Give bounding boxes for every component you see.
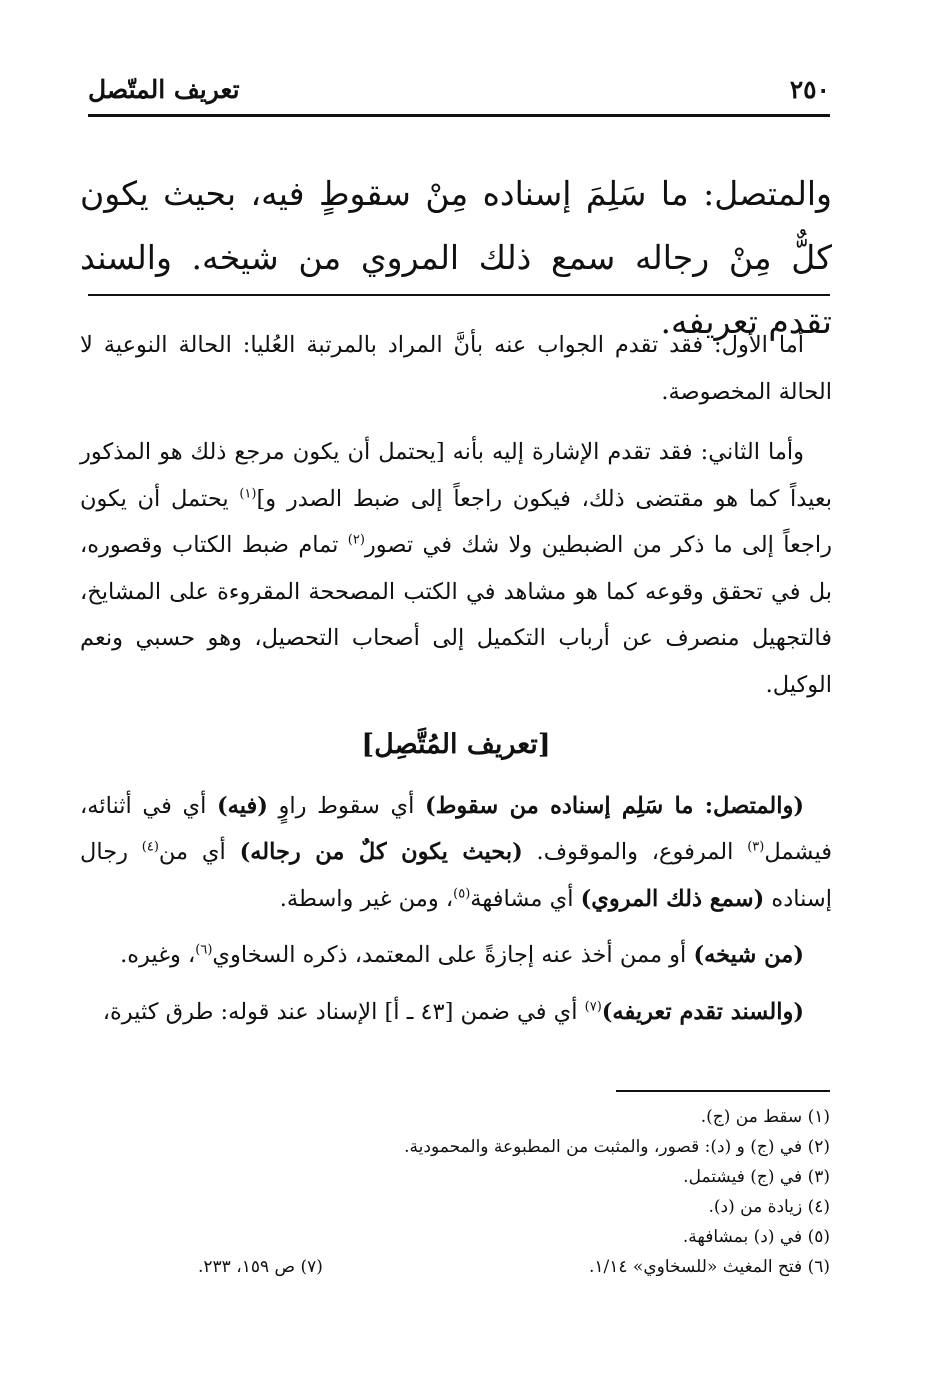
- paragraph-2: [80, 429, 832, 708]
- matn-quote: (سمع ذلك المروي): [580, 885, 765, 912]
- footnote-ref-4: (٤): [141, 839, 159, 855]
- footnote-ref-7: (٧): [584, 999, 602, 1014]
- paragraph-3-text: أي سقوط راوٍ: [267, 792, 425, 819]
- footnote-ref-5: (٥): [453, 886, 471, 901]
- matn-quote: (فيه): [217, 792, 268, 819]
- running-title: تعريف المتّصل: [88, 74, 240, 104]
- footnotes: [88, 1102, 830, 1282]
- matn-rule: [88, 294, 830, 296]
- footnote-ref-1: (١): [239, 486, 257, 501]
- footnote-5: (٥) في (د) بمشافهة.: [682, 1227, 830, 1247]
- paragraph-3-text: أي مشافهة: [470, 885, 581, 912]
- paragraph-4-text: أو ممن أخذ عنه إجازةً على المعتمد، ذكره السخاوي: [212, 942, 694, 968]
- page-number: ٢٥٠: [789, 74, 830, 104]
- paragraph-3-text: ، ومن غير واسطة.: [279, 885, 454, 912]
- footnote-7: (٧) ص ١٥٩، ٢٣٣.: [198, 1257, 323, 1277]
- matn-quote: (والمتصل: ما سَلِم إسناده من سقوط): [424, 792, 805, 819]
- footnote-ref-6: (٦): [195, 942, 213, 958]
- matn-quote: (بحيث يكون كلٌ من رجاله): [239, 839, 523, 865]
- footnote-3: (٣) في (ج) فيشتمل.: [683, 1167, 830, 1187]
- section-heading: [تعريف المُتَّصِل]: [361, 729, 551, 760]
- footnote-ref-2: (٢): [347, 532, 365, 548]
- paragraph-5-text: أي في ضمن [٤٣ ـ أ] الإسناد عند قوله: طرق كثيرة،: [102, 998, 585, 1025]
- commentary-body: [80, 322, 832, 1049]
- footnote-6: (٦) فتح المغيث «للسخاوي» ١/١٤.: [589, 1257, 830, 1277]
- matn-quote: (من شيخه): [693, 942, 804, 968]
- footnote-1: (١) سقط من (ج).: [700, 1107, 830, 1127]
- matn-quote: (والسند تقدم تعريفه): [601, 998, 804, 1025]
- footnote-2: (٢) في (ج) و (د): قصور، والمثبت من المطبوعة والمحمودية.: [404, 1137, 830, 1157]
- page-header: [88, 66, 830, 112]
- header-rule: [88, 114, 830, 117]
- paragraph-3-text: رجال إسناده: [80, 839, 832, 912]
- paragraph-2-text-a: وأما الثاني: فقد تقدم الإشارة إليه بأنه [يحتمل أن يكون مرجع ذلك هو المذكور بعيداً كما هو مقتضى ذلك، فيكون راجعاً إلى ضبط الصدر و]: [80, 439, 832, 512]
- paragraph-5: [80, 989, 832, 1036]
- paragraph-3-text: أي من: [158, 839, 240, 865]
- paragraph-3-text: أي في أثنائه، فيشمل: [80, 792, 832, 865]
- paragraph-2-text-c: تمام ضبط الكتاب وقصوره، بل في تحقق وقوعه كما هو مشاهد في الكتب المصححة المقروءة على المشايخ، فالتجهيل منصرف عن أرباب التكميل إلى أصحاب التحصيل، وهو حسبي ونعم الوكيل.: [80, 532, 832, 698]
- paragraph-3: [80, 783, 832, 923]
- paragraph-3-text: المرفوع، والموقوف.: [522, 839, 748, 865]
- footnote-rule: [616, 1090, 830, 1092]
- paragraph-1: أما الأول: فقد تقدم الجواب عنه بأنَّ المراد بالمرتبة العُليا: الحالة النوعية لا الحالة المخصوصة.: [80, 332, 832, 405]
- footnote-ref-3: (٣): [747, 839, 765, 855]
- paragraph-4-text: ، وغيره.: [120, 942, 196, 968]
- footnote-row: [88, 1252, 830, 1282]
- paragraph-2-text-b: يحتمل أن يكون راجعاً إلى ما ذكر من الضبطين ولا شك في تصور: [80, 485, 832, 558]
- matn-text: والمتصل: ما سَلِمَ إسناده مِنْ سقوطٍ فيه، بحيث يكون كلٌّ مِنْ رجاله سمع ذلك المروي من شيخه. والسند تقدم تعريفه.: [80, 174, 832, 341]
- footnote-4: (٤) زيادة من (د).: [708, 1197, 830, 1217]
- paragraph-4: [80, 932, 832, 979]
